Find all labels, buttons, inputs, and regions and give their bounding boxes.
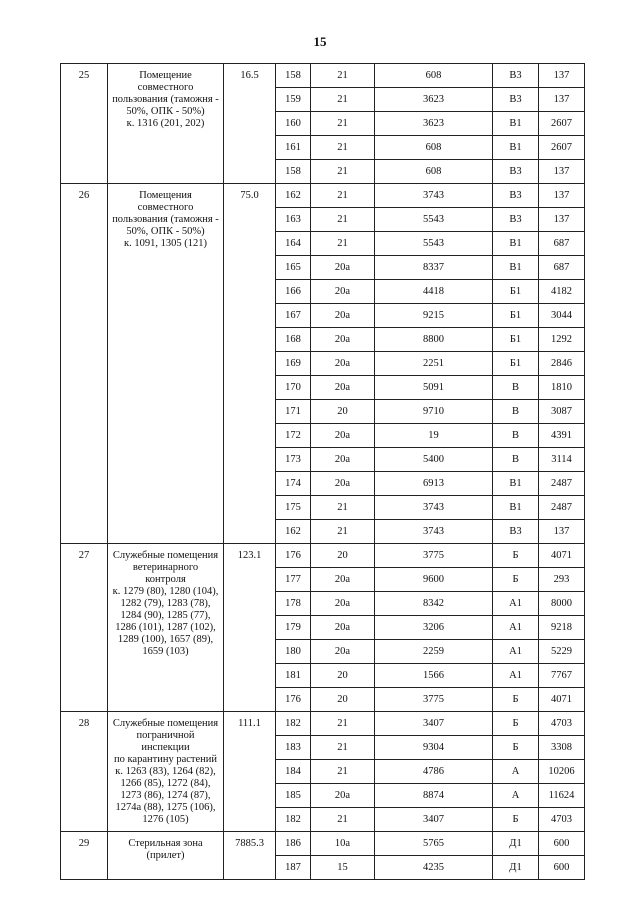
group-number: 27 <box>61 544 108 712</box>
description-line: к. 1263 (83), 1264 (82), <box>115 766 216 777</box>
cell-code: 20а <box>311 352 375 376</box>
cell-amount: 2607 <box>539 112 585 136</box>
cell-category: В1 <box>493 472 539 496</box>
cell-code: 21 <box>311 712 375 736</box>
cell-id: 182 <box>276 808 311 832</box>
cell-value: 3407 <box>375 712 493 736</box>
cell-id: 176 <box>276 544 311 568</box>
cell-value: 5765 <box>375 832 493 856</box>
cell-category: В <box>493 448 539 472</box>
cell-amount: 137 <box>539 88 585 112</box>
cell-value: 3743 <box>375 184 493 208</box>
cell-id: 178 <box>276 592 311 616</box>
cell-amount: 10206 <box>539 760 585 784</box>
cell-id: 165 <box>276 256 311 280</box>
description-line: ветеринарного контроля <box>132 562 199 585</box>
description-line: к. 1091, 1305 (121) <box>124 238 207 249</box>
cell-code: 20а <box>311 448 375 472</box>
cell-amount: 3308 <box>539 736 585 760</box>
cell-code: 21 <box>311 88 375 112</box>
cell-amount: 137 <box>539 160 585 184</box>
group-number: 28 <box>61 712 108 832</box>
cell-category: В1 <box>493 112 539 136</box>
cell-id: 172 <box>276 424 311 448</box>
cell-amount: 3044 <box>539 304 585 328</box>
cell-value: 8342 <box>375 592 493 616</box>
cell-code: 21 <box>311 160 375 184</box>
cell-code: 21 <box>311 520 375 544</box>
cell-code: 20а <box>311 472 375 496</box>
cell-value: 3743 <box>375 520 493 544</box>
cell-category: В3 <box>493 208 539 232</box>
cell-category: В <box>493 376 539 400</box>
cell-value: 9215 <box>375 304 493 328</box>
cell-category: А <box>493 760 539 784</box>
group-area: 16.5 <box>224 64 276 184</box>
cell-value: 8800 <box>375 328 493 352</box>
cell-id: 187 <box>276 856 311 880</box>
cell-id: 164 <box>276 232 311 256</box>
cell-amount: 600 <box>539 832 585 856</box>
description-line: пограничной инспекции <box>136 730 195 753</box>
cell-value: 4786 <box>375 760 493 784</box>
cell-id: 183 <box>276 736 311 760</box>
cell-category: В3 <box>493 64 539 88</box>
cell-category: В3 <box>493 520 539 544</box>
cell-id: 161 <box>276 136 311 160</box>
cell-code: 21 <box>311 184 375 208</box>
cell-amount: 11624 <box>539 784 585 808</box>
cell-category: В3 <box>493 184 539 208</box>
cell-category: Д1 <box>493 856 539 880</box>
cell-id: 184 <box>276 760 311 784</box>
cell-value: 3775 <box>375 544 493 568</box>
cell-amount: 4182 <box>539 280 585 304</box>
cell-amount: 600 <box>539 856 585 880</box>
cell-amount: 1810 <box>539 376 585 400</box>
description-line: Служебные помещения <box>112 550 219 561</box>
cell-value: 5400 <box>375 448 493 472</box>
description-line: по карантину растений <box>113 754 217 765</box>
description-line: 1282 (79), 1283 (78), <box>120 598 211 609</box>
cell-category: Б1 <box>493 352 539 376</box>
cell-category: В1 <box>493 496 539 520</box>
cell-code: 20а <box>311 640 375 664</box>
description-line: к. 1279 (80), 1280 (104), <box>112 586 219 597</box>
description-line: Служебные помещения <box>112 718 219 729</box>
cell-category: А1 <box>493 640 539 664</box>
cell-value: 3407 <box>375 808 493 832</box>
table-row <box>61 64 585 88</box>
cell-code: 20а <box>311 592 375 616</box>
cell-value: 4235 <box>375 856 493 880</box>
cell-category: Б <box>493 544 539 568</box>
cell-id: 162 <box>276 520 311 544</box>
cell-value: 19 <box>375 424 493 448</box>
group-number: 25 <box>61 64 108 184</box>
cell-category: А1 <box>493 616 539 640</box>
cell-amount: 9218 <box>539 616 585 640</box>
cell-code: 21 <box>311 808 375 832</box>
cell-code: 20а <box>311 280 375 304</box>
cell-code: 20а <box>311 424 375 448</box>
cell-id: 173 <box>276 448 311 472</box>
cell-amount: 2487 <box>539 496 585 520</box>
description-line: Помещение совместного <box>137 70 194 93</box>
cell-id: 182 <box>276 712 311 736</box>
cell-category: Б1 <box>493 280 539 304</box>
cell-amount: 4071 <box>539 544 585 568</box>
description-line: 1276 (105) <box>142 814 189 825</box>
cell-id: 174 <box>276 472 311 496</box>
cell-amount: 2487 <box>539 472 585 496</box>
description-line: 1286 (101), 1287 (102), <box>115 622 216 633</box>
cell-category: Б <box>493 712 539 736</box>
cell-amount: 4703 <box>539 808 585 832</box>
cell-value: 3206 <box>375 616 493 640</box>
cell-category: В <box>493 400 539 424</box>
cell-category: В <box>493 424 539 448</box>
cell-id: 166 <box>276 280 311 304</box>
table-row <box>61 832 585 856</box>
cell-code: 21 <box>311 64 375 88</box>
cell-value: 9710 <box>375 400 493 424</box>
cell-category: В1 <box>493 232 539 256</box>
cell-id: 160 <box>276 112 311 136</box>
cell-amount: 137 <box>539 64 585 88</box>
cell-value: 608 <box>375 160 493 184</box>
cell-value: 608 <box>375 136 493 160</box>
cell-code: 20а <box>311 328 375 352</box>
cell-code: 20а <box>311 784 375 808</box>
cell-amount: 137 <box>539 184 585 208</box>
description-line: 50%, ОПК - 50%) <box>126 106 205 117</box>
cell-value: 5543 <box>375 208 493 232</box>
cell-code: 21 <box>311 208 375 232</box>
cell-amount: 3114 <box>539 448 585 472</box>
cell-code: 20 <box>311 688 375 712</box>
cell-code: 21 <box>311 760 375 784</box>
cell-id: 186 <box>276 832 311 856</box>
description-line: 1274а (88), 1275 (106), <box>115 802 216 813</box>
cell-value: 9304 <box>375 736 493 760</box>
description-line: 50%, ОПК - 50%) <box>126 226 205 237</box>
cell-id: 176 <box>276 688 311 712</box>
page-number: 15 <box>313 34 327 49</box>
cell-value: 3743 <box>375 496 493 520</box>
cell-category: В3 <box>493 160 539 184</box>
group-area: 123.1 <box>224 544 276 712</box>
cell-amount: 1292 <box>539 328 585 352</box>
cell-code: 15 <box>311 856 375 880</box>
cell-code: 20 <box>311 664 375 688</box>
cell-value: 8874 <box>375 784 493 808</box>
description-line: 1266 (85), 1272 (84), <box>120 778 211 789</box>
table-row <box>61 712 585 736</box>
cell-id: 163 <box>276 208 311 232</box>
cell-value: 2251 <box>375 352 493 376</box>
cell-category: В1 <box>493 256 539 280</box>
cell-value: 4418 <box>375 280 493 304</box>
cell-value: 6913 <box>375 472 493 496</box>
group-area: 75.0 <box>224 184 276 544</box>
cell-id: 181 <box>276 664 311 688</box>
group-description <box>108 544 224 712</box>
cell-amount: 4071 <box>539 688 585 712</box>
cell-value: 5091 <box>375 376 493 400</box>
cell-category: В1 <box>493 136 539 160</box>
cell-code: 20а <box>311 568 375 592</box>
cell-id: 185 <box>276 784 311 808</box>
cell-amount: 5229 <box>539 640 585 664</box>
cell-amount: 4391 <box>539 424 585 448</box>
cell-category: Б <box>493 688 539 712</box>
cell-category: А <box>493 784 539 808</box>
cell-category: Б1 <box>493 304 539 328</box>
cell-code: 21 <box>311 232 375 256</box>
cell-id: 175 <box>276 496 311 520</box>
cell-value: 608 <box>375 64 493 88</box>
cell-id: 167 <box>276 304 311 328</box>
cell-amount: 687 <box>539 232 585 256</box>
cell-value: 1566 <box>375 664 493 688</box>
cell-category: Б <box>493 736 539 760</box>
cell-id: 158 <box>276 160 311 184</box>
description-line: пользования (таможня - <box>112 214 219 225</box>
cell-category: В3 <box>493 88 539 112</box>
cell-code: 21 <box>311 736 375 760</box>
cell-category: Д1 <box>493 832 539 856</box>
group-number: 26 <box>61 184 108 544</box>
cell-category: Б <box>493 568 539 592</box>
cell-id: 158 <box>276 64 311 88</box>
rooms-table <box>60 63 585 880</box>
cell-value: 2259 <box>375 640 493 664</box>
cell-category: А1 <box>493 592 539 616</box>
cell-code: 10а <box>311 832 375 856</box>
cell-value: 3623 <box>375 112 493 136</box>
description-line: (прилет) <box>146 850 185 861</box>
description-line: к. 1316 (201, 202) <box>126 118 205 129</box>
group-area: 111.1 <box>224 712 276 832</box>
group-description <box>108 184 224 544</box>
cell-value: 3775 <box>375 688 493 712</box>
description-line: 1659 (103) <box>142 646 189 657</box>
cell-id: 162 <box>276 184 311 208</box>
cell-code: 20 <box>311 544 375 568</box>
cell-code: 20а <box>311 616 375 640</box>
cell-amount: 293 <box>539 568 585 592</box>
cell-category: Б <box>493 808 539 832</box>
group-description <box>108 832 224 880</box>
description-line: 1273 (86), 1274 (87), <box>120 790 211 801</box>
cell-code: 20а <box>311 376 375 400</box>
cell-code: 21 <box>311 136 375 160</box>
description-line: пользования (таможня - <box>112 94 219 105</box>
cell-value: 5543 <box>375 232 493 256</box>
group-area: 7885.3 <box>224 832 276 880</box>
cell-amount: 2846 <box>539 352 585 376</box>
cell-id: 180 <box>276 640 311 664</box>
cell-amount: 687 <box>539 256 585 280</box>
cell-code: 21 <box>311 496 375 520</box>
cell-amount: 137 <box>539 520 585 544</box>
cell-amount: 8000 <box>539 592 585 616</box>
description-line: Помещения совместного <box>137 190 194 213</box>
cell-id: 171 <box>276 400 311 424</box>
cell-value: 3623 <box>375 88 493 112</box>
cell-code: 20 <box>311 400 375 424</box>
cell-code: 21 <box>311 112 375 136</box>
cell-value: 8337 <box>375 256 493 280</box>
description-line: 1284 (90), 1285 (77), <box>120 610 211 621</box>
group-number: 29 <box>61 832 108 880</box>
description-line: Стерильная зона <box>128 838 203 849</box>
cell-amount: 7767 <box>539 664 585 688</box>
cell-amount: 4703 <box>539 712 585 736</box>
cell-amount: 137 <box>539 208 585 232</box>
cell-code: 20а <box>311 256 375 280</box>
cell-category: А1 <box>493 664 539 688</box>
cell-amount: 3087 <box>539 400 585 424</box>
cell-id: 179 <box>276 616 311 640</box>
cell-category: Б1 <box>493 328 539 352</box>
cell-id: 169 <box>276 352 311 376</box>
cell-value: 9600 <box>375 568 493 592</box>
cell-id: 159 <box>276 88 311 112</box>
cell-id: 177 <box>276 568 311 592</box>
cell-id: 168 <box>276 328 311 352</box>
group-description <box>108 64 224 184</box>
cell-amount: 2607 <box>539 136 585 160</box>
table-row <box>61 544 585 568</box>
table-row <box>61 184 585 208</box>
cell-code: 20а <box>311 304 375 328</box>
group-description <box>108 712 224 832</box>
description-line: 1289 (100), 1657 (89), <box>117 634 214 645</box>
cell-id: 170 <box>276 376 311 400</box>
